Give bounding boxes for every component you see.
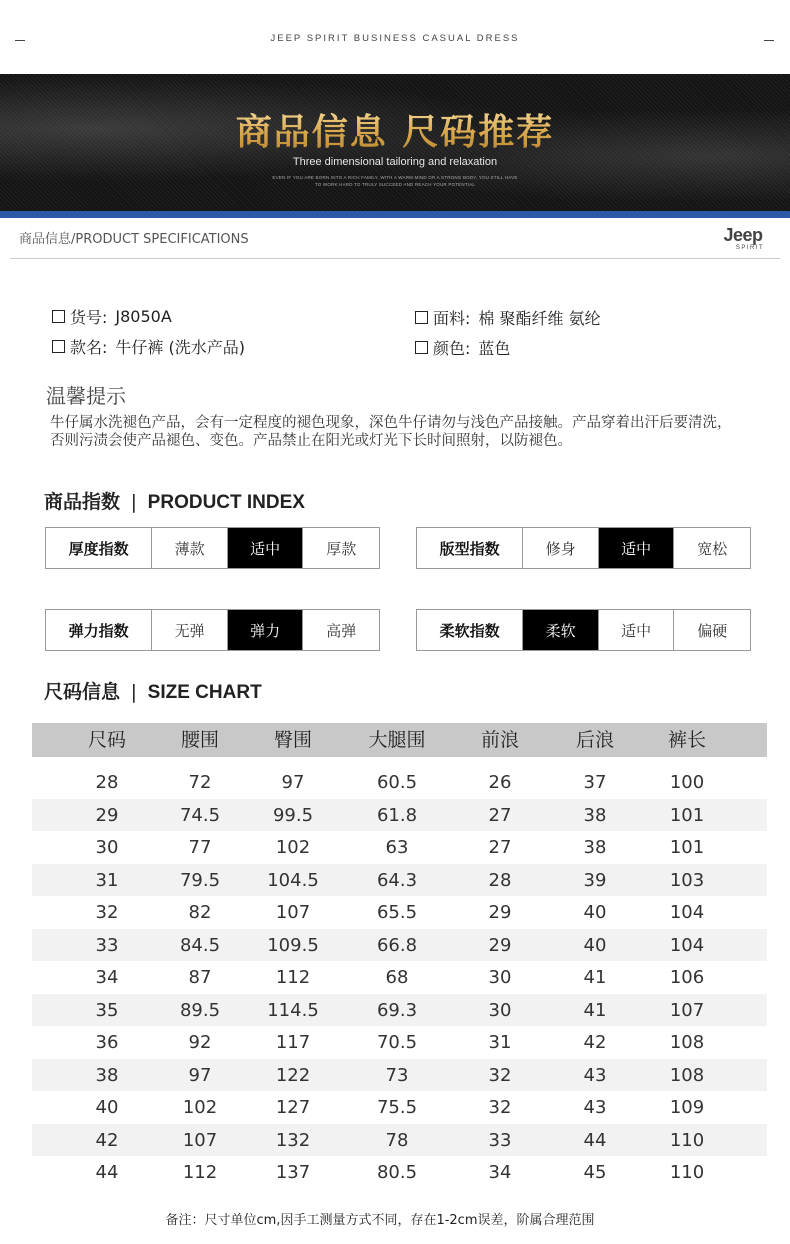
size-chart-heading-en: SIZE CHART: [147, 682, 262, 703]
table-cell: 106: [669, 967, 705, 988]
thickness-index-option: 薄款: [151, 528, 227, 568]
table-cell: 107: [275, 902, 311, 923]
table-cell: 78: [385, 1129, 409, 1151]
logo-sub: SPIRIT: [735, 245, 765, 251]
table-cell: 65.5: [376, 902, 418, 923]
table-cell: 31: [95, 869, 119, 891]
table-cell: 32: [488, 1097, 512, 1118]
spec-header: 商品信息/PRODUCT SPECIFICATIONS: [19, 232, 249, 247]
table-cell: 104: [669, 902, 705, 923]
fabric-info: [415, 306, 601, 329]
table-cell: 101: [669, 837, 705, 858]
softness-index: [416, 609, 751, 651]
table-cell: 77: [188, 837, 212, 858]
style-value: 牛仔裤 (洗水产品): [115, 338, 245, 357]
fabric-label: 面料:: [433, 309, 471, 328]
fit-index: [416, 527, 751, 569]
table-cell: 33: [95, 934, 119, 956]
table-cell: 92: [188, 1032, 212, 1053]
fit-index-option: 宽松: [673, 528, 750, 568]
table-cell: 89.5: [179, 999, 221, 1021]
color-value: 蓝色: [478, 339, 511, 358]
table-cell: 29: [488, 934, 512, 956]
checkbox-icon: [52, 310, 65, 323]
checkbox-icon: [415, 311, 428, 324]
table-cell: 108: [669, 1032, 705, 1053]
table-row: [32, 766, 767, 799]
table-cell: 104: [669, 934, 705, 956]
table-cell: 44: [583, 1129, 607, 1151]
table-cell: 112: [182, 1162, 218, 1183]
table-cell: 43: [583, 1097, 607, 1118]
table-cell: 79.5: [179, 869, 221, 891]
thickness-index-option: 厚款: [302, 528, 379, 568]
softness-index-option: 偏硬: [673, 610, 750, 650]
table-cell: 45: [583, 1162, 607, 1183]
table-cell: 100: [669, 772, 705, 793]
table-cell: 73: [385, 1064, 409, 1086]
product-index-heading: 商品指数 | PRODUCT INDEX: [44, 491, 305, 513]
table-row: [32, 1026, 767, 1059]
table-cell: 109: [669, 1097, 705, 1118]
table-cell: 70.5: [376, 1032, 418, 1053]
fit-index-label: 版型指数: [439, 539, 500, 558]
table-row: [32, 929, 767, 962]
size-table-column-header: 后浪: [575, 729, 615, 751]
table-cell: 137: [275, 1162, 311, 1183]
thickness-index: [45, 527, 380, 569]
table-row: [32, 1156, 767, 1189]
right-dash: [764, 40, 774, 41]
table-cell: 102: [182, 1097, 218, 1118]
table-cell: 40: [583, 902, 607, 923]
table-cell: 28: [488, 869, 512, 891]
banner-stripe: [0, 211, 790, 218]
table-cell: 66.8: [376, 934, 418, 956]
elasticity-index-option: 无弹: [151, 610, 227, 650]
table-cell: 34: [95, 967, 119, 988]
size-table-column-header: 裤长: [667, 729, 707, 751]
checkbox-icon: [52, 340, 65, 353]
product-index-heading-cn: 商品指数: [44, 491, 121, 513]
table-cell: 35: [95, 999, 119, 1021]
table-cell: 33: [488, 1129, 512, 1151]
table-row: [32, 1059, 767, 1092]
table-cell: 27: [488, 837, 512, 858]
banner-title: 商品信息 尺码推荐: [0, 104, 790, 155]
table-cell: 38: [583, 804, 607, 826]
table-cell: 30: [95, 837, 119, 858]
table-cell: 107: [182, 1129, 218, 1151]
sku-value: J8050A: [115, 307, 172, 326]
table-cell: 107: [669, 999, 705, 1021]
table-cell: 74.5: [179, 804, 221, 826]
table-cell: 108: [669, 1064, 705, 1086]
table-cell: 43: [583, 1064, 607, 1086]
table-cell: 29: [95, 804, 119, 826]
table-cell: 109.5: [267, 934, 319, 956]
sku-label: 货号:: [70, 308, 108, 327]
logo-brand: Jeep: [723, 225, 763, 245]
table-cell: 32: [488, 1064, 512, 1086]
elasticity-index-option: 高弹: [302, 610, 379, 650]
table-row: [32, 994, 767, 1027]
fabric-value: 棉 聚酯纤维 氨纶: [478, 309, 601, 328]
table-cell: 38: [95, 1064, 119, 1086]
table-cell: 27: [488, 804, 512, 826]
banner-subtitle: Three dimensional tailoring and relaxation: [292, 156, 498, 168]
tips-text: 牛仔属水洗褪色产品，会有一定程度的褪色现象，深色牛仔请勿与浅色产品接触。产品穿着出汗后要清洗，否则污渍会使产品褪色、变色。产品禁止在阳光或灯光下长时间照射，以防褪色。: [50, 415, 732, 449]
size-table-column-header: 臀围: [273, 729, 313, 751]
table-cell: 87: [188, 967, 212, 988]
size-chart-heading-cn: 尺码信息: [44, 681, 121, 703]
banner-tiny-line-2: TO WORK HARD TO TRULY SUCCEED AND REACH YOUR POTENTIAL: [314, 182, 476, 187]
table-cell: 37: [583, 772, 607, 793]
product-index-heading-en: PRODUCT INDEX: [147, 492, 305, 513]
table-cell: 40: [95, 1097, 119, 1118]
table-cell: 36: [95, 1032, 119, 1053]
table-cell: 127: [275, 1097, 311, 1118]
size-chart-heading: 尺码信息 | SIZE CHART: [44, 681, 262, 703]
table-cell: 42: [583, 1032, 607, 1053]
table-cell: 31: [488, 1032, 512, 1053]
size-table-column-header: 腰围: [180, 729, 220, 751]
jeep-logo: [718, 226, 768, 251]
table-row: [32, 831, 767, 864]
table-cell: 97: [188, 1064, 212, 1086]
table-cell: 99.5: [272, 804, 314, 826]
style-label: 款名:: [70, 338, 108, 357]
table-cell: 112: [275, 967, 311, 988]
table-cell: 69.3: [376, 999, 418, 1021]
softness-index-option: 柔软: [522, 610, 598, 650]
table-cell: 39: [583, 869, 607, 891]
table-cell: 32: [95, 902, 119, 923]
banner-tiny-line-1: EVEN IF YOU ARE BORN INTO A RICH FAMILY, WITH A WARM MIND OR A STRONG BODY, YOU STILL HAVE: [272, 175, 518, 180]
table-cell: 72: [188, 772, 212, 793]
softness-index-option: 适中: [598, 610, 674, 650]
size-table-column-header: 大腿围: [368, 729, 426, 751]
table-cell: 38: [583, 837, 607, 858]
table-cell: 110: [669, 1162, 705, 1183]
table-cell: 60.5: [376, 772, 418, 793]
table-cell: 26: [488, 772, 512, 793]
table-cell: 28: [95, 772, 119, 793]
softness-index-label: 柔软指数: [439, 621, 500, 640]
table-cell: 34: [488, 1162, 512, 1183]
table-cell: 30: [488, 967, 512, 988]
table-row: [32, 961, 767, 994]
table-cell: 84.5: [179, 934, 221, 956]
table-row: [32, 799, 767, 832]
table-cell: 64.3: [376, 869, 418, 891]
table-cell: 103: [669, 869, 705, 891]
table-row: [32, 1124, 767, 1157]
spec-divider: [10, 258, 780, 259]
table-cell: 114.5: [267, 999, 319, 1021]
table-cell: 61.8: [376, 804, 418, 826]
size-table-column-header: 前浪: [480, 729, 520, 751]
size-note: 备注：尺寸单位cm,因手工测量方式不同，存在1-2cm误差，阶属合理范围: [165, 1213, 595, 1228]
table-cell: 82: [188, 902, 212, 923]
fit-index-option: 修身: [522, 528, 598, 568]
tips-title: 温馨提示: [46, 384, 126, 408]
table-cell: 41: [583, 967, 607, 988]
table-cell: 40: [583, 934, 607, 956]
top-title: JEEP SPIRIT BUSINESS CASUAL DRESS: [270, 33, 520, 44]
table-cell: 42: [95, 1129, 119, 1151]
table-row: [32, 864, 767, 897]
thickness-index-label: 厚度指数: [68, 539, 129, 558]
table-row: [32, 1091, 767, 1124]
elasticity-index-label: 弹力指数: [68, 621, 129, 640]
table-cell: 110: [669, 1129, 705, 1151]
sku-info: [52, 305, 172, 328]
color-label: 颜色:: [433, 339, 471, 358]
table-cell: 132: [275, 1129, 311, 1151]
fit-index-option: 适中: [598, 528, 674, 568]
checkbox-icon: [415, 341, 428, 354]
color-info: [415, 336, 510, 359]
table-cell: 63: [385, 837, 409, 858]
table-cell: 68: [385, 967, 409, 988]
size-table-header: [32, 723, 767, 757]
table-cell: 97: [281, 772, 305, 793]
elasticity-index-option: 弹力: [227, 610, 303, 650]
table-cell: 29: [488, 902, 512, 923]
size-table-column-header: 尺码: [87, 729, 127, 751]
table-cell: 122: [275, 1064, 311, 1086]
table-row: [32, 896, 767, 929]
table-cell: 30: [488, 999, 512, 1021]
table-cell: 101: [669, 804, 705, 826]
thickness-index-option: 适中: [227, 528, 303, 568]
table-cell: 104.5: [267, 869, 319, 891]
table-cell: 44: [95, 1162, 119, 1183]
table-cell: 75.5: [376, 1097, 418, 1118]
style-info: [52, 335, 245, 358]
elasticity-index: [45, 609, 380, 651]
table-cell: 41: [583, 999, 607, 1021]
table-cell: 117: [275, 1032, 311, 1053]
table-cell: 102: [275, 837, 311, 858]
table-cell: 80.5: [376, 1162, 418, 1183]
